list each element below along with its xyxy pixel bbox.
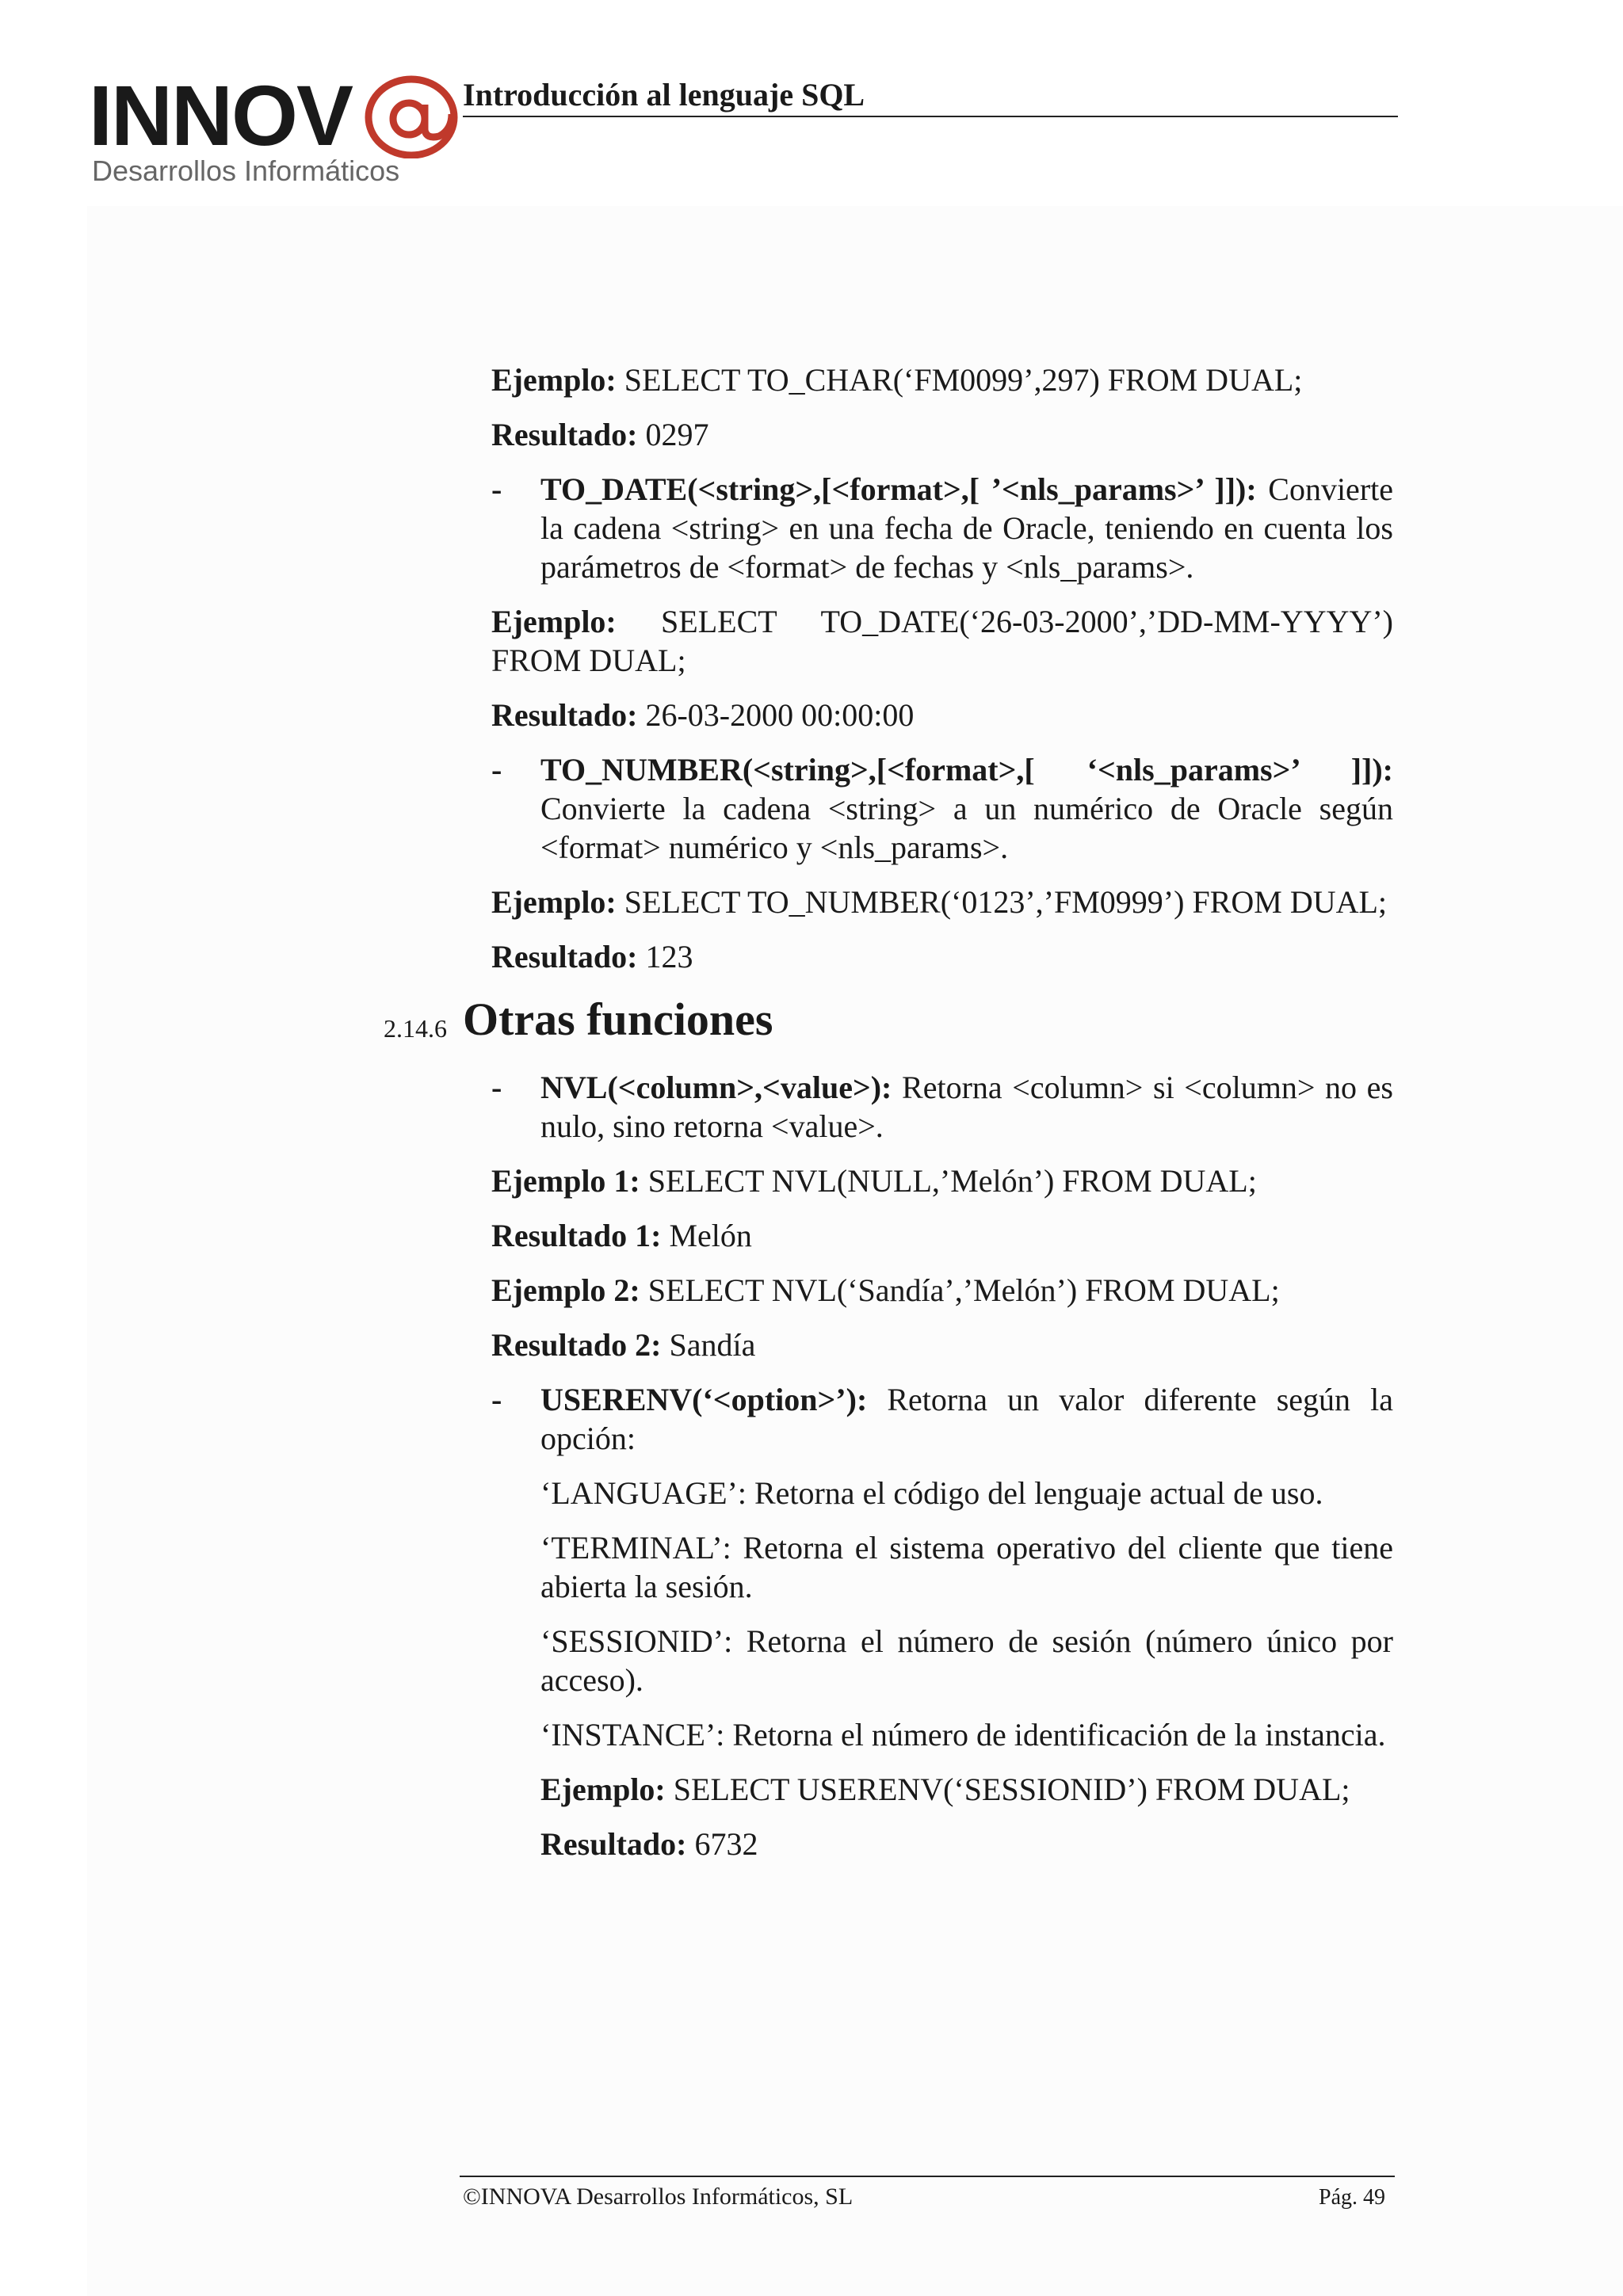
- result-paragraph: Resultado: 0297: [491, 417, 709, 452]
- header-divider: [463, 116, 1398, 117]
- bullet-dash: -: [491, 752, 502, 788]
- bullet-dash: -: [491, 1382, 502, 1417]
- innova-logo: [89, 67, 461, 192]
- logo-wordmark: INNOV: [89, 67, 353, 163]
- result-paragraph: Resultado 1: Melón: [491, 1218, 752, 1253]
- bullet-dash: -: [491, 471, 502, 507]
- function-item-userenv: - USERENV(‘<option>’): Retorna un valor diferente según la opción:: [491, 1382, 1393, 1456]
- footer-copyright: ©INNOVA Desarrollos Informáticos, SL: [463, 2183, 854, 2210]
- page-content: [384, 360, 1393, 1879]
- function-item-to-date: - TO_DATE(<string>,[<format>,[ ’<nls_params>’ ]]): Convierte la cadena <string> en una fecha de Oracle, teniendo en cuenta los parámetros de <format> de fechas y <nls_params>.: [491, 471, 1393, 585]
- example-paragraph: Ejemplo: SELECT TO_CHAR(‘FM0099’,297) FROM DUAL;: [491, 362, 1303, 398]
- result-paragraph: Resultado: 123: [491, 939, 693, 974]
- example-paragraph: Ejemplo: SELECT TO_NUMBER(‘0123’,’FM0999’) FROM DUAL;: [491, 884, 1388, 920]
- section-number: 2.14.6: [384, 1014, 447, 1043]
- option-description: ‘LANGUAGE’: Retorna el código del lenguaje actual de uso.: [540, 1475, 1323, 1511]
- option-description: ‘TERMINAL’: Retorna el sistema operativo del cliente que tiene abierta la sesión.: [540, 1530, 1393, 1604]
- result-paragraph: Resultado 2: Sandía: [491, 1327, 756, 1363]
- section-title: Otras funciones: [463, 994, 773, 1045]
- header-title: Introducción al lenguaje SQL: [463, 77, 865, 113]
- result-paragraph: Resultado: 6732: [540, 1826, 758, 1862]
- option-description: ‘INSTANCE’: Retorna el número de identificación de la instancia.: [540, 1717, 1386, 1753]
- footer-divider: [460, 2176, 1395, 2177]
- example-paragraph: Ejemplo: SELECT TO_DATE(‘26-03-2000’,’DD-MM-YYYY’) FROM DUAL;: [491, 604, 1393, 678]
- at-sign-logo-icon: [363, 73, 460, 158]
- function-item-nvl: - NVL(<column>,<value>): Retorna <column> si <column> no es nulo, sino retorna <value>.: [491, 1070, 1393, 1144]
- logo-subtitle: Desarrollos Informáticos: [92, 154, 400, 187]
- page-number: Pág. 49: [1319, 2185, 1385, 2210]
- example-paragraph: Ejemplo: SELECT USERENV(‘SESSIONID’) FROM DUAL;: [540, 1772, 1350, 1807]
- option-description: ‘SESSIONID’: Retorna el número de sesión (número único por acceso).: [540, 1623, 1393, 1698]
- section-heading: [384, 992, 1393, 1052]
- example-paragraph: Ejemplo 1: SELECT NVL(NULL,’Melón’) FROM DUAL;: [491, 1163, 1257, 1199]
- bullet-dash: -: [491, 1070, 502, 1105]
- function-item-to-number: - TO_NUMBER(<string>,[<format>,[ ‘<nls_params>’ ]]): Convierte la cadena <string> a un numérico de Oracle según <format> numérico y <nls_params>.: [491, 752, 1393, 865]
- result-paragraph: Resultado: 26-03-2000 00:00:00: [491, 697, 915, 733]
- example-paragraph: Ejemplo 2: SELECT NVL(‘Sandía’,’Melón’) FROM DUAL;: [491, 1272, 1280, 1308]
